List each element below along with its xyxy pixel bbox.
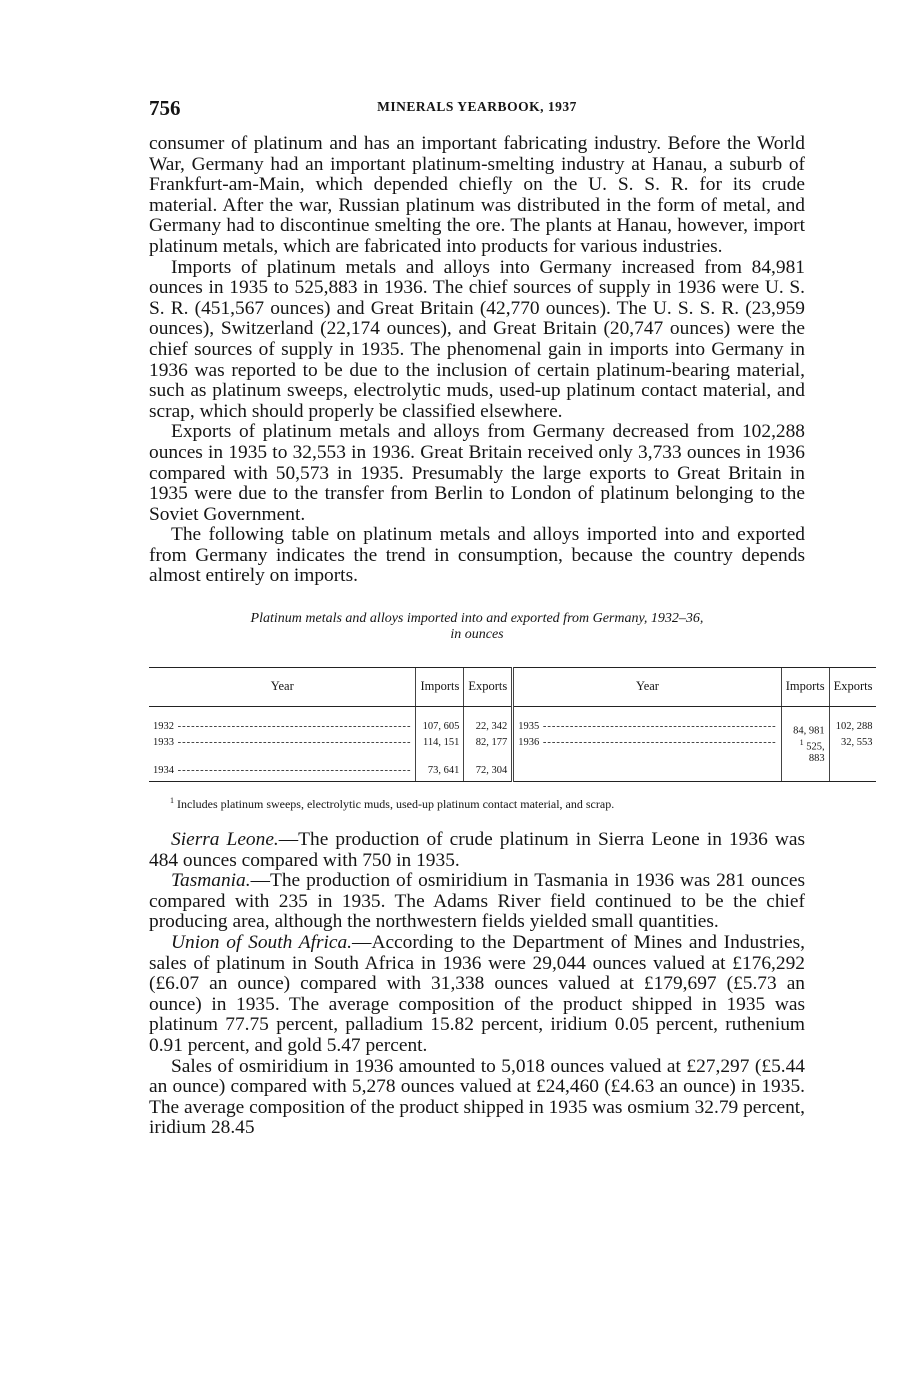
- cell-exports: 32, 553: [829, 737, 876, 765]
- cell-exports: 82, 177: [464, 737, 513, 765]
- header-exports-left: Exports: [464, 668, 513, 707]
- paragraph-south-africa: Union of South Africa.—According to the Department of Mines and Industries, sales of platinum in South Africa in 1936 were 29,044 ounces valued at £176,292 (£6.07 an ounce) compared with 31,338 ounces valued at £179,697 (£5.73 an ounce) in 1935. The average composition of the product shipped in 1935 was platinum 77.75 percent, palladium 15.82 percent, iridium 0.05 percent, ruthenium 0.91 percent, and gold 5.47 percent.: [149, 932, 805, 1056]
- table-row: [149, 765, 876, 782]
- body-text-bottom: [149, 830, 805, 1139]
- header-imports-left: Imports: [416, 668, 464, 707]
- cell-exports: 102, 288: [829, 707, 876, 738]
- cell-imports: 84, 981: [781, 707, 829, 738]
- paragraph-germany-imports: Imports of platinum metals and alloys into Germany increased from 84,981 ounces in 1935 to 525,883 in 1936. The chief sources of supply in 1936 were U. S. S. R. (451,567 ounces) and Great Britain (42,770 ounces). The U. S. S. R. (23,959 ounces), Switzerland (22,174 ounces), and Great Britain (20,747 ounces) were the chief sources of supply in 1935. The phenomenal gain in imports into Germany in 1936 was reported to be due to the inclusion of certain platinum-bearing material, such as platinum sweeps, electrolytic muds, used-up platinum contact material, and scrap, which should properly be classified elsewhere.: [149, 256, 805, 422]
- paragraph-germany-exports: Exports of platinum metals and alloys from Germany decreased from 102,288 ounces in 1935 to 32,553 in 1936. Great Britain received only 3,733 ounces in 1936 compared with 50,573 in 1935. Presumably the large exports to Great Britain in 1935 were due to the transfer from Berlin to London of platinum belonging to the Soviet Government.: [149, 421, 805, 525]
- footnote-text: Includes platinum sweeps, electrolytic muds, used-up platinum contact material, and scrap.: [177, 797, 615, 812]
- platinum-trade-table: [149, 667, 876, 782]
- cell-empty: [781, 765, 829, 782]
- paragraph-osmiridium: Sales of osmiridium in 1936 amounted to 5,018 ounces valued at £27,297 (£5.44 an ounce) compared with 5,278 ounces valued at £24,460 (£4.63 an ounce) in 1935. The average composition of the product shipped in 1935 was osmium 32.79 percent, iridium 28.45: [149, 1055, 805, 1139]
- paragraph-germany-consumer: consumer of platinum and has an important fabricating industry. Before the World War, Germany had an important platinum-smelting industry at Hanau, a suburb of Frankfurt-am-Main, which depended chiefly on the U. S. S. R. for its crude material. After the war, Russian platinum was distributed in the form of metal, and Germany had to discontinue smelting the ore. The plants at Hanau, however, import platinum metals, which are fabricated into products for various industries.: [149, 133, 805, 257]
- table-footnote: [149, 796, 805, 812]
- heading-tasmania: Tasmania.: [171, 870, 251, 892]
- cell-year: 1935 -----: [513, 707, 781, 738]
- heading-south-africa: Union of South Africa.: [171, 932, 353, 954]
- table-header-row: [149, 668, 876, 707]
- cell-imports: 114, 151: [416, 737, 464, 765]
- header-exports-right: Exports: [829, 668, 876, 707]
- header-imports-right: Imports: [781, 668, 829, 707]
- table-caption-line1: Platinum metals and alloys imported into and exported from Germany, 1932–36,: [250, 611, 704, 627]
- paragraph-sierra-leone: Sierra Leone.—The production of crude platinum in Sierra Leone in 1936 was 484 ounces compared with 750 in 1935.: [149, 829, 805, 871]
- table-row: [149, 707, 876, 738]
- footnote-ref: 1: [799, 738, 804, 748]
- cell-imports: 107, 605: [416, 707, 464, 738]
- paragraph-table-intro: The following table on platinum metals and alloys imported into and exported from Germany indicates the trend in consumption, because the country depends almost entirely on imports.: [149, 524, 805, 587]
- cell-exports: 22, 342: [464, 707, 513, 738]
- page-number: 756: [149, 96, 181, 120]
- cell-imports: $^1$ 525, 883: [781, 737, 829, 765]
- header-year-left: Year: [149, 668, 416, 707]
- header-year-right: Year: [513, 668, 781, 707]
- table-caption-line2: in ounces: [450, 627, 504, 643]
- heading-sierra-leone: Sierra Leone.: [171, 829, 279, 851]
- table-row: [149, 737, 876, 765]
- cell-exports: 72, 304: [464, 765, 513, 782]
- cell-empty: [829, 765, 876, 782]
- body-text-top: [149, 134, 805, 587]
- cell-imports: 73, 641: [416, 765, 464, 782]
- page-header: [149, 96, 805, 122]
- cell-year: 1934 -----: [149, 765, 416, 782]
- cell-empty: [513, 765, 781, 782]
- cell-year: 1936 -----: [513, 737, 781, 765]
- running-title: MINERALS YEARBOOK, 1937: [377, 99, 577, 114]
- footnote-mark: 1: [170, 796, 174, 806]
- paragraph-tasmania: Tasmania.—The production of osmiridium in Tasmania in 1936 was 281 ounces compared with 235 in 1935. The Adams River field continued to be the chief producing area, although the northwestern fields yielded small quantities.: [149, 870, 805, 933]
- cell-year: 1933 -----: [149, 737, 416, 765]
- cell-year: 1932 -----: [149, 707, 416, 738]
- document-page: [149, 96, 873, 1139]
- table-caption: [149, 611, 805, 643]
